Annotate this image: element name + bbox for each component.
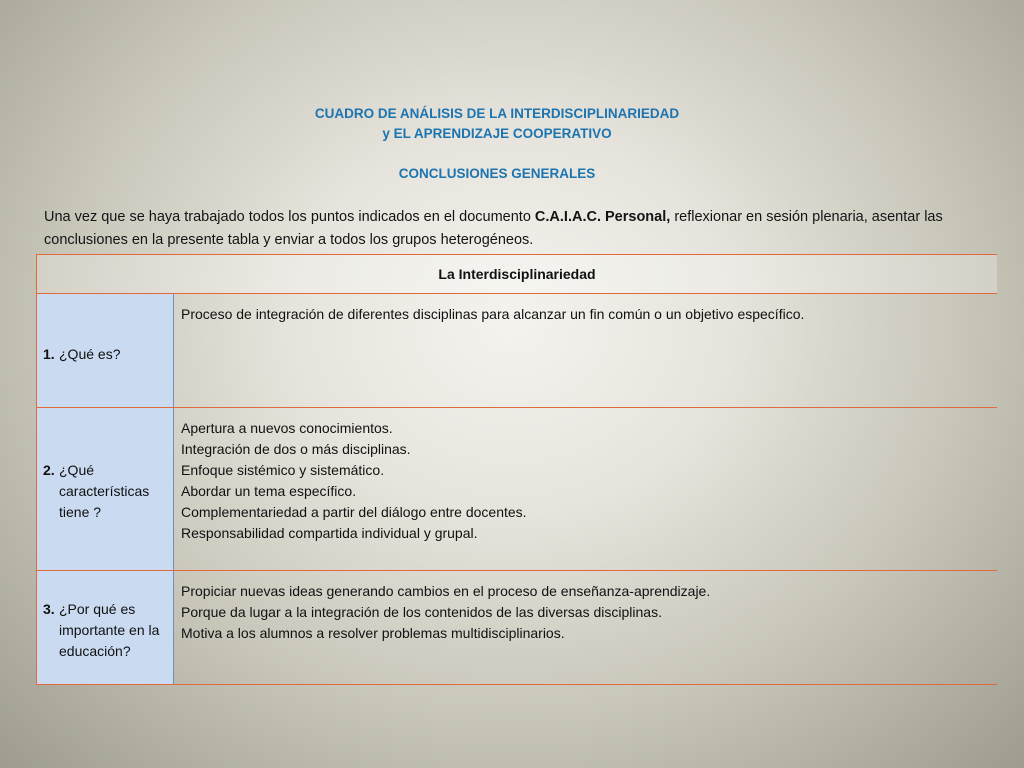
title-line-1: CUADRO DE ANÁLISIS DE LA INTERDISCIPLINARIEDAD (314, 106, 680, 121)
intro-document-name: C.A.I.A.C. Personal, (534, 209, 671, 225)
answer-cell (174, 294, 998, 408)
table-row (37, 294, 998, 408)
table-header-row (37, 255, 998, 294)
answer-line: Apertura a nuevos conocimientos. (181, 420, 393, 436)
question-text: ¿Qué es? (59, 346, 121, 362)
answer-line: Responsabilidad compartida individual y grupal. (181, 525, 478, 541)
question-cell (37, 294, 174, 408)
question-number: 2. (43, 462, 55, 478)
table-row (37, 571, 998, 685)
answer-line: Complementariedad a partir del diálogo entre docentes. (181, 504, 527, 520)
question-number: 3. (43, 601, 55, 617)
answer-line: Abordar un tema específico. (181, 483, 357, 499)
question-text: ¿Qué características tiene ? (59, 462, 150, 520)
analysis-table (36, 254, 997, 685)
title-block (0, 104, 994, 184)
title-line-2: y EL APRENDIZAJE COOPERATIVO (382, 126, 612, 141)
question-cell (37, 571, 174, 685)
question-number: 1. (43, 346, 55, 362)
answer-line: Proceso de integración de diferentes disciplinas para alcanzar un fin común o un objetivo específico. (181, 306, 805, 322)
answer-line: Enfoque sistémico y sistemático. (181, 462, 385, 478)
answer-line: Porque da lugar a la integración de los contenidos de las diversas disciplinas. (181, 604, 662, 620)
answer-line: Motiva a los alumnos a resolver problemas multidisciplinarios. (181, 625, 565, 641)
answer-line: Integración de dos o más disciplinas. (181, 441, 411, 457)
subtitle: CONCLUSIONES GENERALES (398, 166, 596, 181)
intro-paragraph (44, 206, 974, 252)
intro-text-1: Una vez que se haya trabajado todos los puntos indicados en el documento (44, 209, 535, 225)
answer-line: Propiciar nuevas ideas generando cambios en el proceso de enseñanza-aprendizaje. (181, 583, 711, 599)
table-row (37, 408, 998, 571)
question-text: ¿Por qué es importante en la educación? (59, 601, 160, 659)
intro-text-2: reflexionar en sesión plenaria, asentar las conclusiones en la presente tabla y enviar a todos los grupos heterogéneos. (44, 209, 943, 248)
answer-cell (174, 408, 998, 571)
table-heading: La Interdisciplinariedad (37, 255, 998, 294)
answer-cell (174, 571, 998, 685)
question-cell (37, 408, 174, 571)
